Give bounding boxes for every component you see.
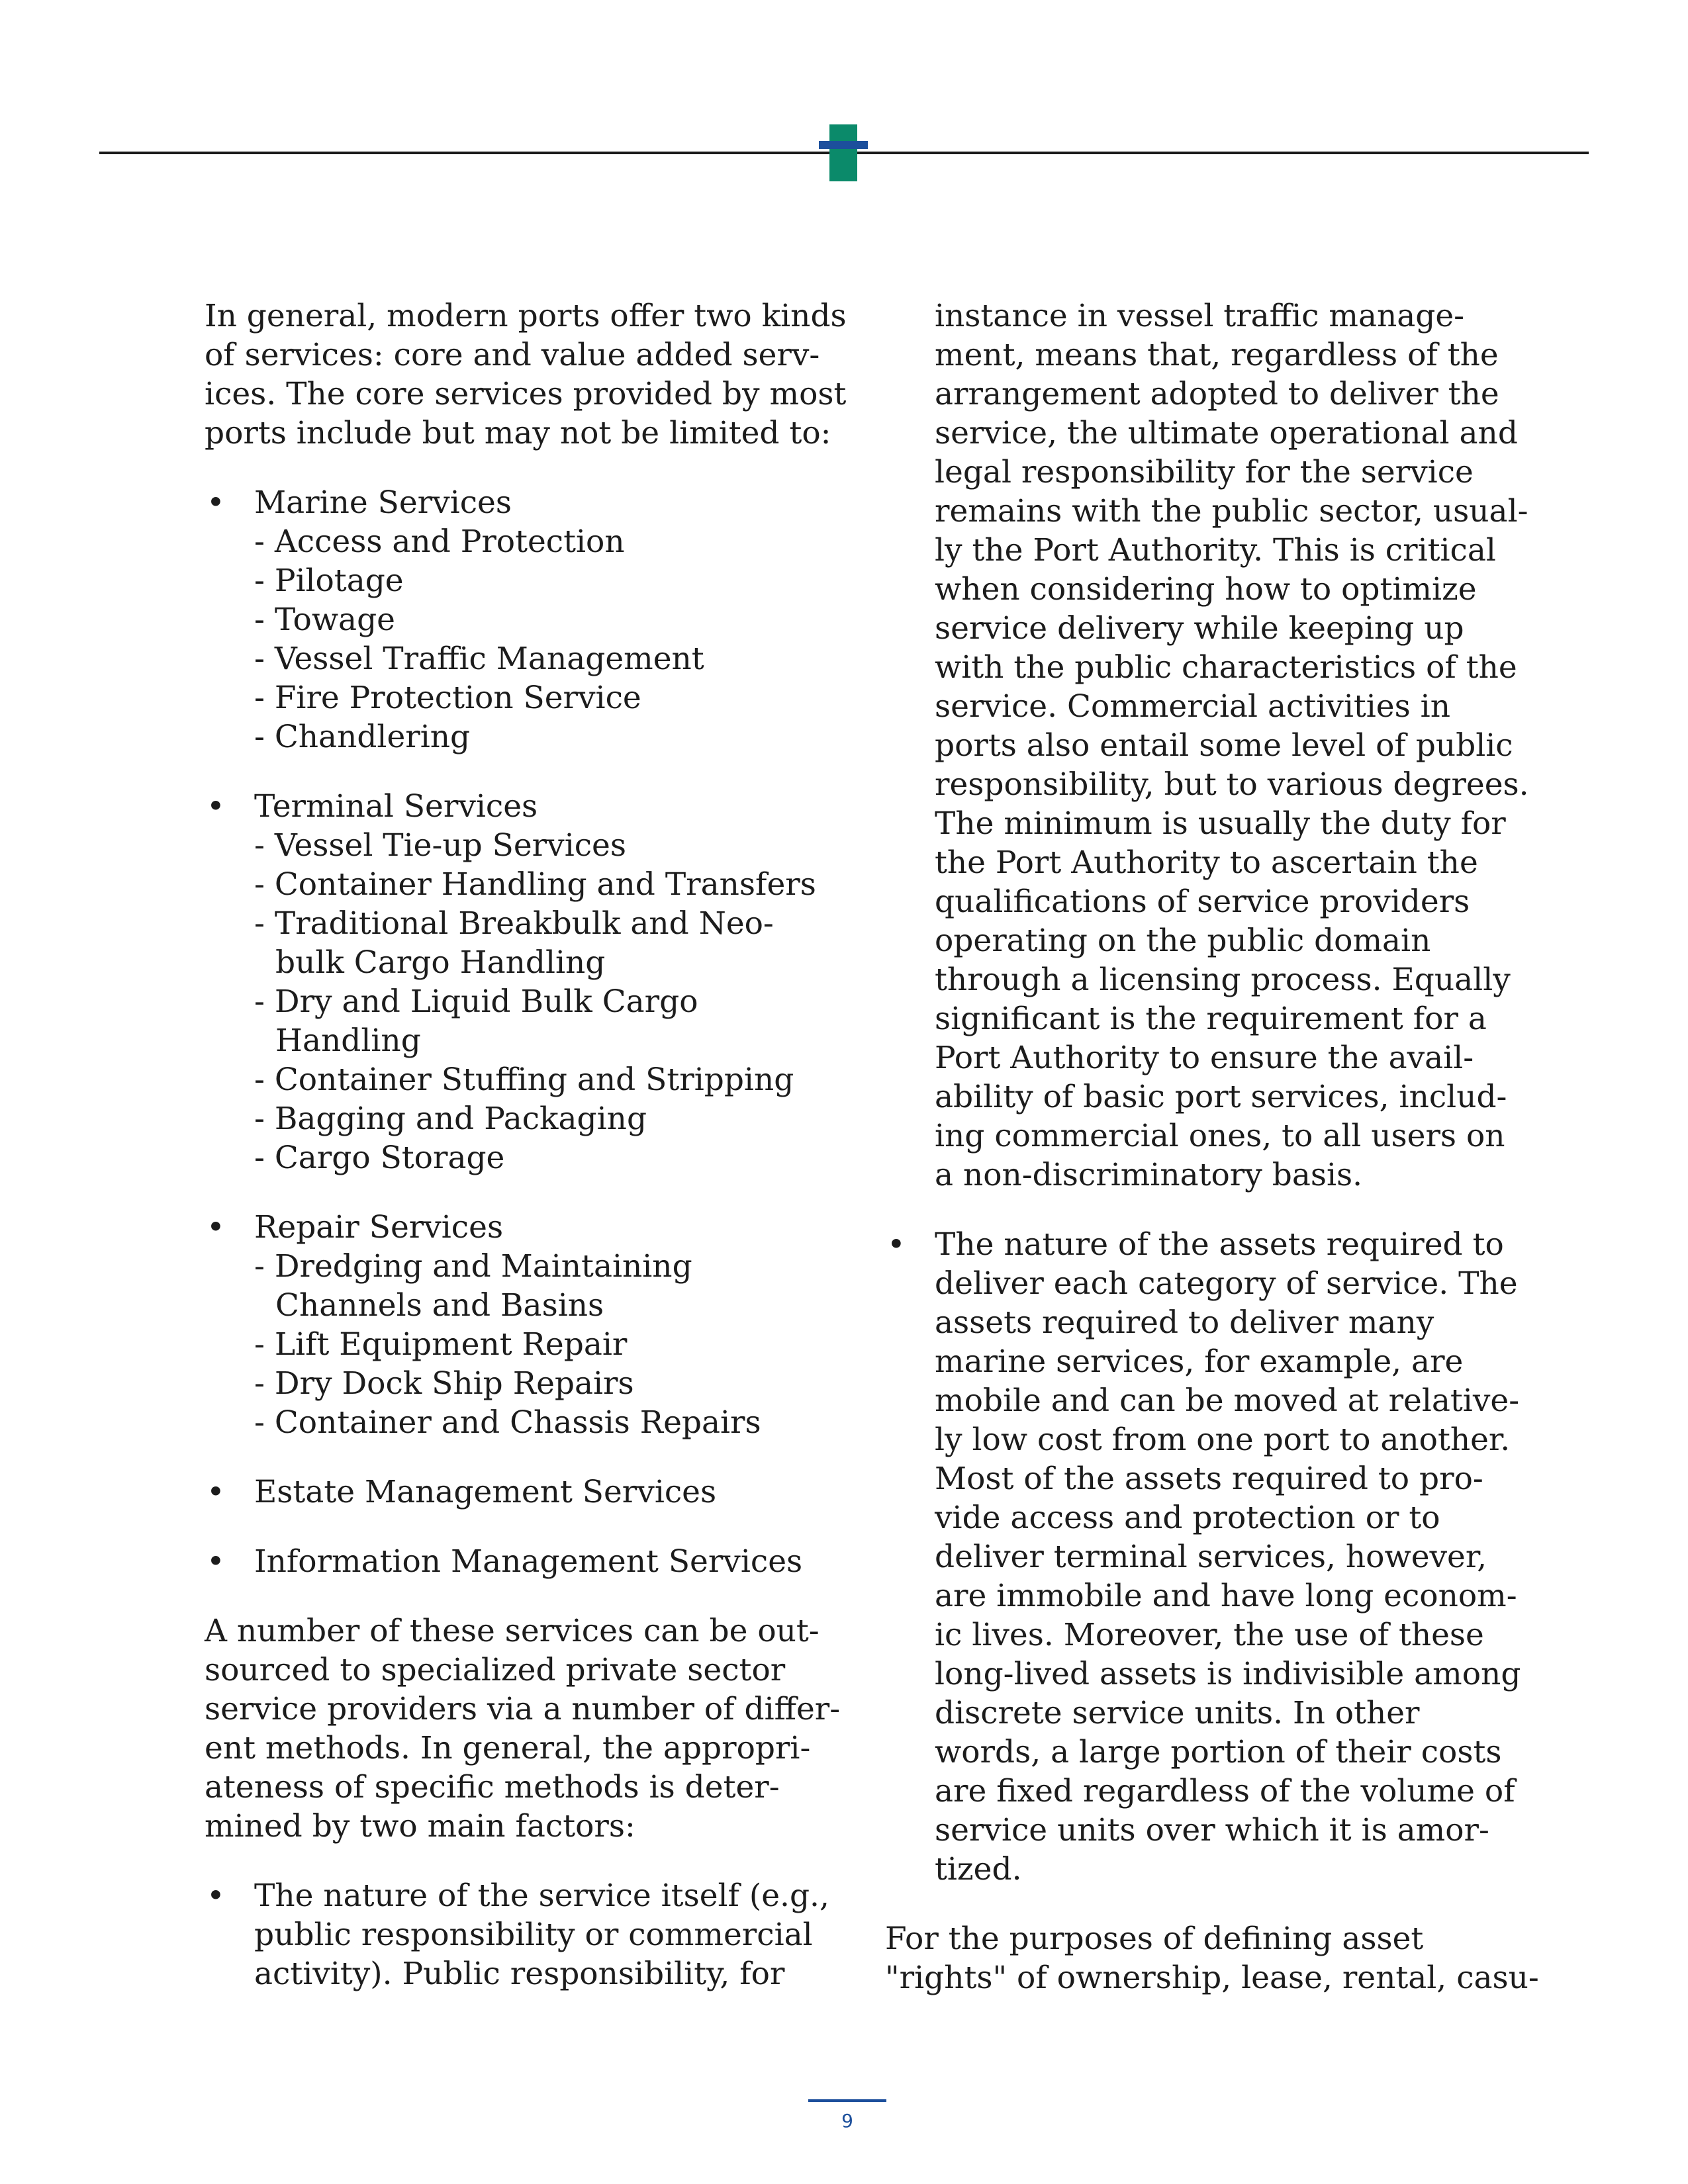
list-item: - Vessel Tie-up Services xyxy=(254,827,626,864)
header-cross-mark-vertical xyxy=(829,124,857,181)
list-item: - Chandlering xyxy=(254,719,471,755)
bullet-title: Terminal Services xyxy=(254,788,538,825)
list-item: - Cargo Storage xyxy=(254,1140,505,1176)
bullet-icon: • xyxy=(207,1474,225,1510)
bullet-icon: • xyxy=(207,484,225,521)
list-item: - Towage xyxy=(254,602,395,638)
bullet-terminal-services xyxy=(205,787,827,826)
left-column xyxy=(205,296,847,1993)
list-item: - Traditional Breakbulk and Neo- xyxy=(254,905,774,942)
list-item: - Container Handling and Transfers xyxy=(254,866,816,903)
factor-service-nature-continued: instance in vessel traffic manage- ment, means that, regardless of the arrangement adopted to deliver the service, the ultimate operational and legal responsibility for the service remains with the public sector, usual- ly the Port Authority. This is critical when considering how to optimize service delivery while keeping up with the public characteristics of the service. Commercial activities in ports also entail some level of public responsibility, but to various degrees. The minimum is usually the duty for the Port Authority to ascertain the qualifications of service providers operating on the public domain through a licensing process. Equally significant is the requirement for a Port Authority to ensure the avail- ability of basic port services, includ- ing commercial ones, to all users on a non-discriminatory basis. xyxy=(935,298,1529,1193)
list-item: - Vessel Traffic Management xyxy=(254,641,704,677)
page-number-rule xyxy=(808,2099,886,2102)
header-cross-mark-horizontal xyxy=(819,141,868,149)
repair-services-list xyxy=(205,1247,827,1442)
list-item: - Fire Protection Service xyxy=(254,680,641,716)
bullet-information-management xyxy=(205,1542,827,1581)
bullet-title: Repair Services xyxy=(254,1209,504,1246)
bullet-icon: • xyxy=(207,1543,225,1580)
outsourcing-paragraph: A number of these services can be out- sourced to specialized private sector service providers via a number of differ- ent methods. In general, the appropri- ateness of specific methods is deter- mined by two main factors: xyxy=(205,1613,841,1844)
bullet-icon: • xyxy=(207,1209,225,1246)
bullet-icon: • xyxy=(887,1226,906,1263)
list-item: - Access and Protection xyxy=(254,523,625,560)
list-item-continuation: Handling xyxy=(275,1023,421,1059)
list-item: - Dry and Liquid Bulk Cargo xyxy=(254,983,698,1020)
right-column xyxy=(885,296,1539,1997)
bullet-repair-services xyxy=(205,1208,827,1247)
list-item: - Bagging and Packaging xyxy=(254,1101,647,1137)
list-item: - Lift Equipment Repair xyxy=(254,1326,628,1363)
page-number: 9 xyxy=(841,2110,853,2132)
terminal-services-list xyxy=(205,826,827,1177)
bullet-title: Marine Services xyxy=(254,484,512,521)
list-item-continuation: Channels and Basins xyxy=(275,1287,604,1324)
bullet-factor-asset-nature: • The nature of the assets required to deliver each category of service. The assets required to deliver many marine services, for example, are mobile and can be moved at relative- ly low cost from one port to another. Most of the assets required to pro- vide access and protection or to deliver terminal services, however, are immobile and have long econom- ic lives. Moreover, the use of these long-lived assets is indivisible among discrete service units. In other words, a large portion of their costs are fixed regardless of the volume of service units over which it is amor- tized. xyxy=(887,1226,1521,1888)
list-item: - Container Stuffing and Stripping xyxy=(254,1062,794,1098)
marine-services-list xyxy=(205,522,827,756)
bullet-factor-service-nature: • The nature of the service itself (e.g., public responsibility or commercial activity). Public responsibility, for xyxy=(207,1878,829,1992)
bullet-title: Information Management Services xyxy=(254,1543,803,1580)
bullet-icon: • xyxy=(207,1878,225,1914)
list-item: - Dry Dock Ship Repairs xyxy=(254,1365,634,1402)
list-item-continuation: bulk Cargo Handling xyxy=(275,944,606,981)
bullet-title: Estate Management Services xyxy=(254,1474,717,1510)
intro-paragraph: In general, modern ports offer two kinds of services: core and value added serv- ices. The core services provided by most ports include but may not be limited to: xyxy=(205,298,847,451)
list-item: - Dredging and Maintaining xyxy=(254,1248,692,1285)
list-item: - Container and Chassis Repairs xyxy=(254,1404,761,1441)
bullet-icon: • xyxy=(207,788,225,825)
list-item: - Pilotage xyxy=(254,563,404,599)
asset-rights-paragraph: For the purposes of defining asset "rights" of ownership, lease, rental, casu- xyxy=(885,1921,1539,1996)
bullet-marine-services xyxy=(205,483,827,522)
bullet-estate-management xyxy=(205,1473,827,1512)
